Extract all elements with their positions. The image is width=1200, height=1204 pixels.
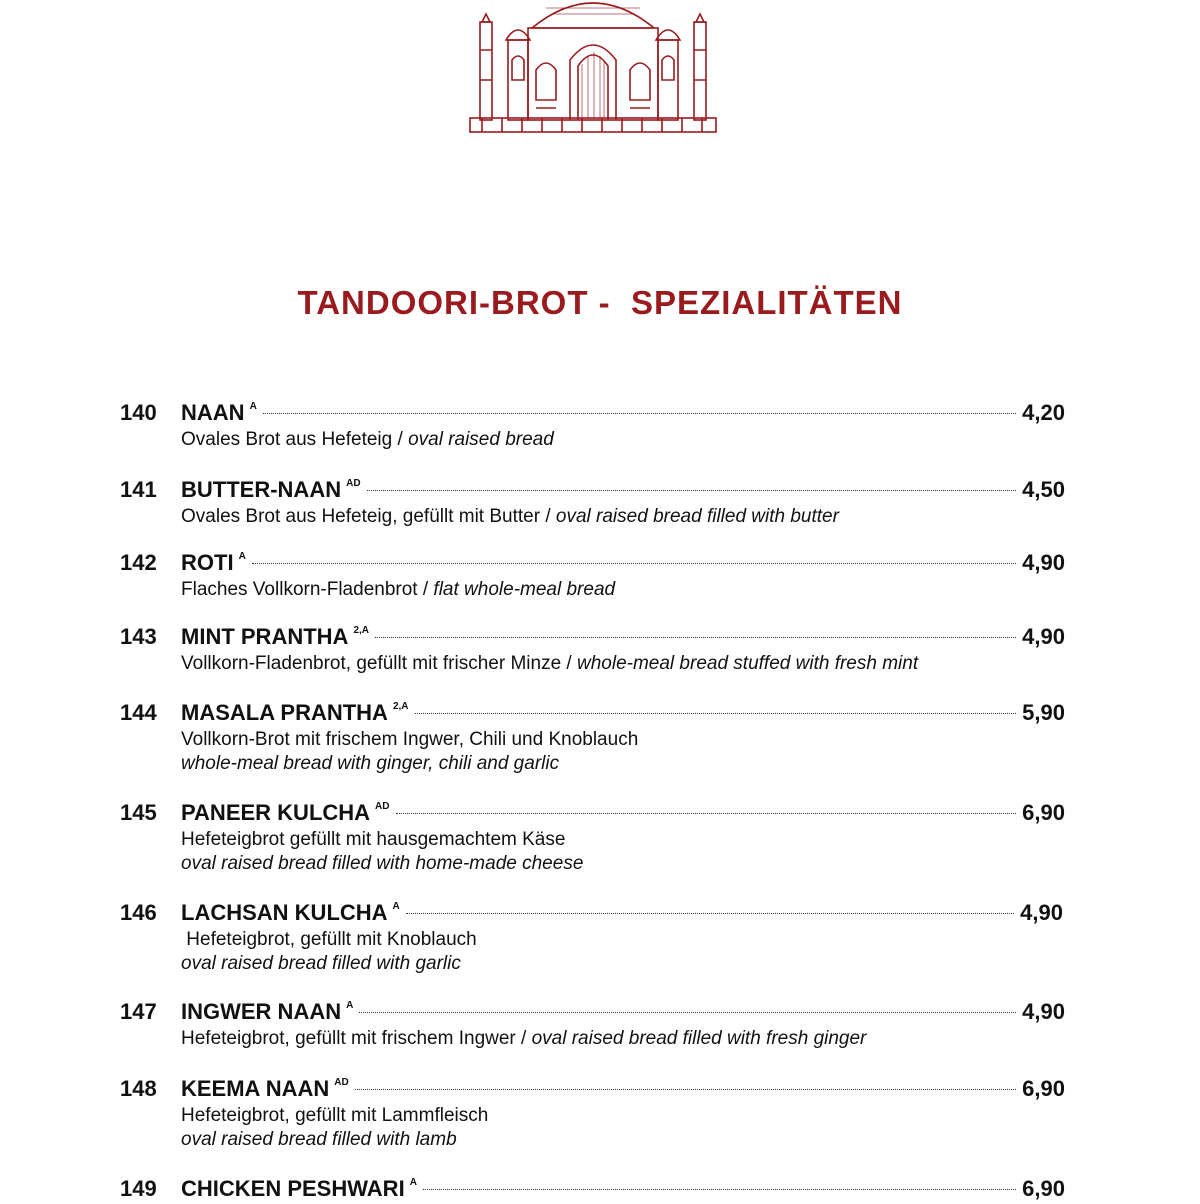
description-separator: / xyxy=(515,1028,532,1049)
dot-leader xyxy=(367,490,1017,491)
dot-leader xyxy=(423,1189,1016,1190)
menu-item xyxy=(0,898,1200,976)
item-name: ROTI xyxy=(181,550,234,575)
allergen-codes: A xyxy=(392,901,400,912)
item-number: 149 xyxy=(120,1176,157,1201)
description-german: Hefeteigbrot, gefüllt mit Knoblauch xyxy=(181,929,477,950)
item-description xyxy=(181,578,1200,602)
description-english: oval raised bread filled with lamb xyxy=(181,1129,457,1150)
menu-item xyxy=(0,698,1200,776)
item-name: LACHSAN KULCHA xyxy=(181,900,388,925)
taj-mahal-icon xyxy=(462,0,724,140)
dot-leader xyxy=(263,413,1016,414)
description-german: Vollkorn-Brot mit frischem Ingwer, Chili und Knoblauch xyxy=(181,729,639,750)
description-english: whole-meal bread stuffed with fresh mint xyxy=(577,653,919,674)
item-price: 4,50 xyxy=(1022,477,1065,502)
allergen-codes: AD xyxy=(334,1077,349,1088)
description-separator: / xyxy=(561,653,577,674)
menu-item xyxy=(0,997,1200,1051)
dot-leader xyxy=(415,713,1017,714)
description-german: Hefeteigbrot, gefüllt mit Lammfleisch xyxy=(181,1105,489,1126)
item-name: INGWER NAAN xyxy=(181,999,342,1024)
menu-item xyxy=(0,798,1200,876)
description-english: oval raised bread filled with butter xyxy=(555,506,839,527)
item-number: 143 xyxy=(120,624,157,649)
page-title: TANDOORI-BROT - SPEZIALITÄTEN xyxy=(297,284,903,321)
item-number: 142 xyxy=(120,550,157,575)
description-german: Hefeteigbrot, gefüllt mit frischem Ingwer xyxy=(181,1028,516,1049)
item-name: MINT PRANTHA xyxy=(181,624,349,649)
item-number: 144 xyxy=(120,700,157,725)
description-separator: / xyxy=(392,429,409,450)
item-price: 5,90 xyxy=(1022,700,1065,725)
item-number: 148 xyxy=(120,1076,157,1101)
item-number: 147 xyxy=(120,999,157,1024)
item-description xyxy=(181,1027,1200,1051)
dot-leader xyxy=(375,637,1016,638)
description-german: Flaches Vollkorn-Fladenbrot xyxy=(181,579,418,600)
allergen-codes: A xyxy=(249,401,257,412)
item-price: 4,90 xyxy=(1022,999,1065,1024)
description-english: flat whole-meal bread xyxy=(433,579,616,600)
item-price: 4,90 xyxy=(1020,900,1063,925)
description-english: oval raised bread filled with fresh ginger xyxy=(531,1028,867,1049)
description-german: Vollkorn-Fladenbrot, gefüllt mit frischer Minze xyxy=(181,653,562,674)
allergen-codes: A xyxy=(409,1177,417,1188)
item-name: NAAN xyxy=(181,400,245,425)
item-price: 6,90 xyxy=(1022,1076,1065,1101)
item-price: 4,90 xyxy=(1022,550,1065,575)
menu-item xyxy=(0,548,1200,602)
description-german: Ovales Brot aus Hefeteig, gefüllt mit Butter xyxy=(181,506,541,527)
description-english: whole-meal bread with ginger, chili and garlic xyxy=(181,753,560,774)
item-number: 145 xyxy=(120,800,157,825)
dot-leader xyxy=(406,913,1014,914)
allergen-codes: A xyxy=(346,1000,354,1011)
item-name: MASALA PRANTHA xyxy=(181,700,388,725)
description-english: oval raised bread filled with home-made cheese xyxy=(181,853,584,874)
allergen-codes: AD xyxy=(375,801,390,812)
dot-leader xyxy=(252,563,1016,564)
menu-item xyxy=(0,475,1200,529)
description-english: oval raised bread xyxy=(408,429,554,450)
description-german: Hefeteigbrot gefüllt mit hausgemachtem Käse xyxy=(181,829,566,850)
description-separator: / xyxy=(540,506,556,527)
item-number: 141 xyxy=(120,477,157,502)
item-name: BUTTER-NAAN xyxy=(181,477,342,502)
item-name: KEEMA NAAN xyxy=(181,1076,330,1101)
item-price: 4,90 xyxy=(1022,624,1065,649)
item-number: 146 xyxy=(120,900,157,925)
menu-item xyxy=(0,622,1200,676)
description-separator: / xyxy=(417,579,434,600)
description-german: Ovales Brot aus Hefeteig xyxy=(181,429,393,450)
dot-leader xyxy=(396,813,1017,814)
item-price: 6,90 xyxy=(1022,800,1065,825)
item-name: CHICKEN PESHWARI xyxy=(181,1176,405,1201)
menu-item xyxy=(0,1074,1200,1152)
item-description xyxy=(181,505,1200,529)
description-english: oval raised bread filled with garlic xyxy=(181,953,461,974)
allergen-codes: 2,A xyxy=(392,701,409,712)
dot-leader xyxy=(359,1012,1016,1013)
item-description xyxy=(181,652,1200,676)
item-name: PANEER KULCHA xyxy=(181,800,371,825)
item-price: 4,20 xyxy=(1022,400,1065,425)
allergen-codes: AD xyxy=(346,478,361,489)
item-number: 140 xyxy=(120,400,157,425)
allergen-codes: A xyxy=(238,551,246,562)
dot-leader xyxy=(355,1089,1016,1090)
item-description xyxy=(181,428,1200,452)
item-price: 6,90 xyxy=(1022,1176,1065,1201)
menu-item xyxy=(0,398,1200,452)
allergen-codes: 2,A xyxy=(353,625,369,636)
